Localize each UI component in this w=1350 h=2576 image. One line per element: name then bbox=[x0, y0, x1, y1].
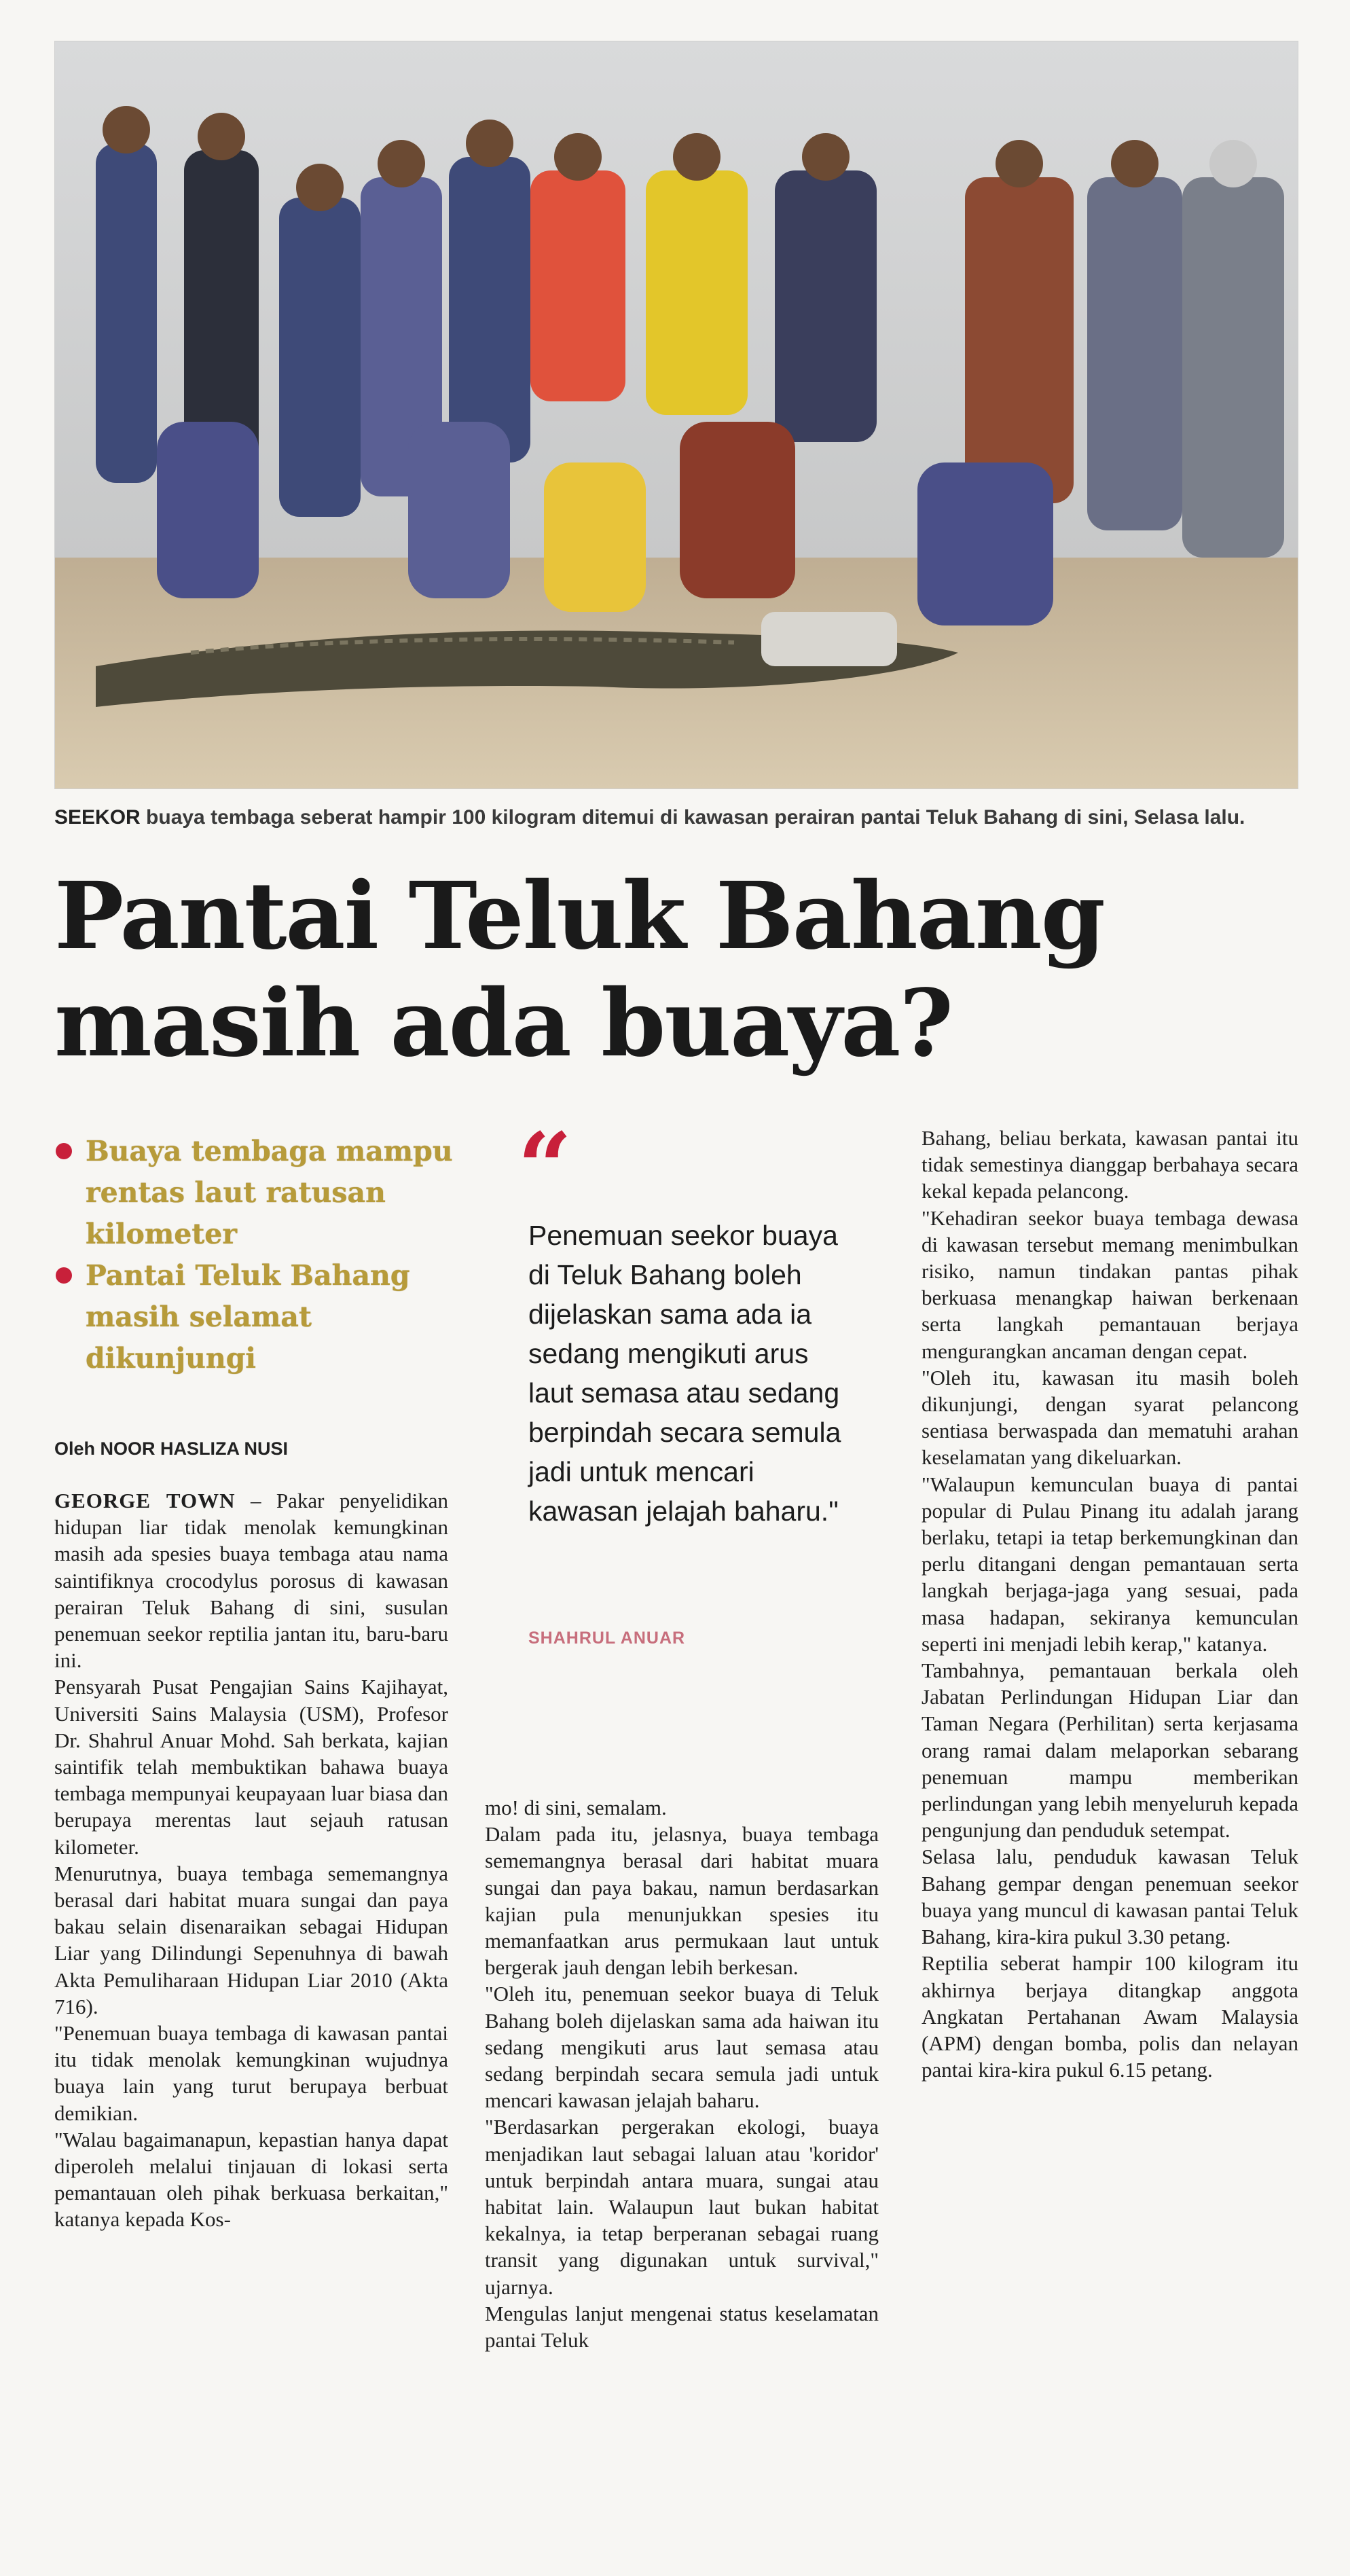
highlight-item: Pantai Teluk Bahang masih selamat dikunjungi bbox=[50, 1255, 458, 1379]
paragraph: "Oleh itu, kawasan itu masih boleh dikunjungi, dengan syarat pelancong sentiasa berwaspada dan mematuhi arahan keselamatan yang dikeluarkan. bbox=[922, 1365, 1298, 1470]
paragraph: Tambahnya, pemantauan berkala oleh Jabatan Perlindungan Hidupan Liar dan Taman Negara (Perhilitan) serta kerjasama orang ramai dalam melaporkan sebarang penemuan mampu memberikan perlindungan yang lebih menyeluruh kepada pengunjung dan penduduk setempat. bbox=[922, 1658, 1298, 1843]
article-column-3 bbox=[922, 1125, 1298, 2083]
paragraph: "Berdasarkan pergerakan ekologi, buaya menjadikan laut sebagai laluan atau 'koridor' untuk berpindah antara muara, sungai atau habitat lain. Walaupun laut bukan habitat kekalnya, ia tetap berperanan sebagai ruang transit yang digunakan untuk survival," ujarnya. bbox=[485, 2115, 879, 2299]
bullet-dot-icon bbox=[56, 1267, 72, 1284]
paragraph: Bahang, beliau berkata, kawasan pantai itu tidak semestinya dianggap berbahaya secara kekal kepada pelancong. bbox=[922, 1126, 1298, 1203]
pull-quote-source: SHAHRUL ANUAR bbox=[528, 1629, 686, 1648]
paragraph: Menurutnya, buaya tembaga sememangnya berasal dari habitat muara sungai dan paya bakau selain disenaraikan sebagai Hidupan Liar yang Dilindungi Sepenuhnya di bawah Akta Pemuliharaan Hidupan Liar 2010 (Akta 716). bbox=[54, 1861, 448, 2018]
bullet-dot-icon bbox=[56, 1143, 72, 1159]
paragraph: mo! di sini, semalam. bbox=[485, 1796, 667, 1819]
byline: Oleh NOOR HASLIZA NUSI bbox=[54, 1438, 289, 1459]
paragraph: Dalam pada itu, jelasnya, buaya tembaga sememangnya berasal dari habitat muara sungai dan paya bakau, namun berdasarkan kajian pula menunjukkan spesies itu memanfaatkan arus permukaan laut untuk bergerak jauh dengan lebih berkesan. bbox=[485, 1822, 879, 1980]
highlight-item: Buaya tembaga mampu rentas laut ratusan kilometer bbox=[50, 1131, 458, 1255]
paragraph: Selasa lalu, penduduk kawasan Teluk Bahang gempar dengan penemuan seekor buaya yang muncul di kawasan pantai Teluk Bahang, kira-kira pukul 3.30 petang. bbox=[922, 1845, 1298, 1949]
dateline: GEORGE TOWN bbox=[54, 1489, 236, 1512]
paragraph: Pensyarah Pusat Pengajian Sains Kajihayat, Universiti Sains Malaysia (USM), Profesor Dr. Shahrul Anuar Mohd. Sah berkata, kajian saintifik telah membuktikan bahawa buaya tembaga mempunyai keupayaan luar biasa dan berupaya merentas laut sejauh ratusan kilometer. bbox=[54, 1675, 448, 1859]
caption-lead: SEEKOR bbox=[54, 806, 141, 829]
photo-caption bbox=[54, 803, 1297, 831]
paragraph: GEORGE TOWN – Pakar penyelidikan hidupan liar tidak menolak kemungkinan masih ada spesies buaya tembaga atau nama saintifiknya crocodylus porosus di kawasan perairan Teluk Bahang di sini, susulan penemuan seekor reptilia jantan itu, baru-baru ini. bbox=[54, 1489, 449, 1673]
paragraph: Mengulas lanjut mengenai status keselamatan pantai Teluk bbox=[485, 2301, 879, 2353]
article-column-2 bbox=[485, 1794, 879, 2353]
highlights-list bbox=[50, 1131, 458, 1379]
pull-quote: Penemuan seekor buaya di Teluk Bahang boleh dijelaskan sama ada ia sedang mengikuti arus laut semasa atau sedang berpindah secara semula jadi untuk mencari kawasan jelajah baharu." bbox=[528, 1220, 841, 1527]
article-column-1 bbox=[54, 1487, 448, 2233]
quote-mark-icon: “ bbox=[517, 1112, 572, 1224]
paragraph: "Kehadiran seekor buaya tembaga dewasa di kawasan tersebut memang menimbulkan risiko, namun tindakan pantas pihak berkuasa menangkap haiwan berkenaan serta langkah pemantauan berjaya mengurangkan ancaman dengan cepat. bbox=[922, 1205, 1298, 1363]
headline: Pantai Teluk Bahang masih ada buaya? bbox=[54, 862, 1104, 1078]
paragraph: "Penemuan buaya tembaga di kawasan pantai itu tidak menolak kemungkinan wujudnya buaya lain yang turut berupaya berbuat demikian. bbox=[54, 2021, 448, 2125]
paragraph: "Oleh itu, penemuan seekor buaya di Teluk Bahang boleh dijelaskan sama ada haiwan itu sedang mengikuti arus laut semasa atau sedang berpindah secara semula jadi untuk mencari kawasan jelajah baharu. bbox=[485, 1982, 879, 2113]
caption-text: buaya tembaga seberat hampir 100 kilogram ditemui di kawasan perairan pantai Teluk Bahang di sini, Selasa lalu. bbox=[140, 806, 1245, 829]
paragraph: "Walaupun kemunculan buaya di pantai popular di Pulau Pinang itu adalah jarang berlaku, tetapi ia tetap berkemungkinan dan perlu ditangani dengan pemantauan serta langkah berjaga-jaga yang sesuai, pada masa hadapan, sekiranya kemunculan seperti ini menjadi lebih kerap," katanya. bbox=[922, 1472, 1298, 1656]
crowd-crocodile-image bbox=[55, 41, 1298, 788]
news-photo bbox=[54, 41, 1298, 789]
paragraph: "Walau bagaimanapun, kepastian hanya dapat diperoleh melalui tinjauan di lokasi serta pemantauan oleh pihak berkuasa berkaitan," katanya kepada Kos- bbox=[54, 2127, 448, 2232]
paragraph: Reptilia seberat hampir 100 kilogram itu akhirnya berjaya ditangkap anggota Angkatan Pertahanan Awam Malaysia (APM) dengan bomba, polis dan nelayan pantai kira-kira pukul 6.15 petang. bbox=[922, 1951, 1298, 2082]
